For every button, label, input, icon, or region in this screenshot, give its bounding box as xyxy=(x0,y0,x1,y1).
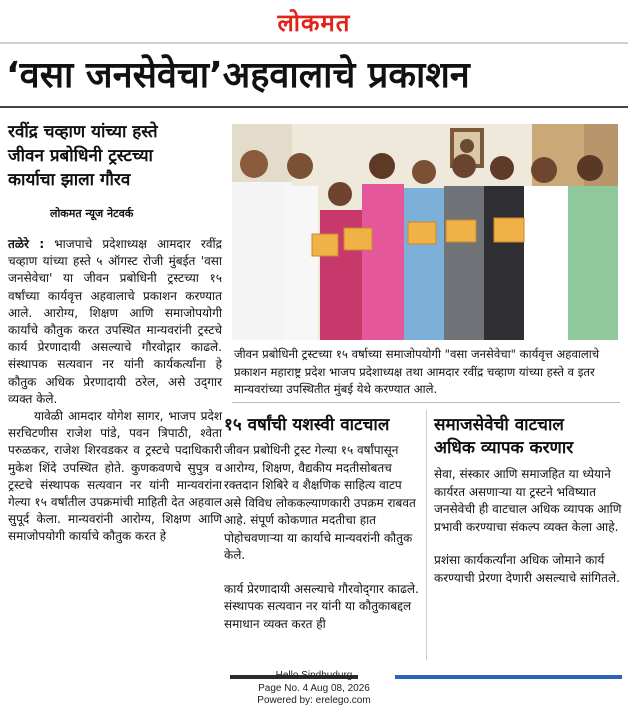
article-paragraph: जीवन प्रबोधिनी ट्रस्ट गेल्या १५ वर्षांपासून आरोग्य, शिक्षण, वैद्यकीय मदतीसोबतच रक्तदान शिबिरे व शैक्षणिक साहित्य वाटप असे विविध लोककल्याणकारी उपक्रम राबवत आहे. संपूर्ण कोकणात मदतीचा हात पोहोचवणाऱ्या या कार्याचे मान्यवरांनी कौतुक केले. xyxy=(224,443,416,562)
middle-column-body xyxy=(224,442,422,633)
byline: लोकमत न्यूज नेटवर्क xyxy=(50,207,134,220)
heading-line: अधिक व्यापक करणार xyxy=(434,438,574,458)
masthead-divider xyxy=(0,42,628,44)
heading-line: समाजसेवेची वाटचाल xyxy=(434,415,564,435)
lokmat-logo: लोकमत xyxy=(277,8,351,37)
subheadline-line: जीवन प्रबोधिनी ट्रस्टच्या xyxy=(8,146,153,166)
group-photo-illustration xyxy=(232,124,618,340)
subheadline-line: रवींद्र चव्हाण यांच्या हस्ते xyxy=(8,122,158,142)
column-divider xyxy=(426,410,427,660)
article-text: भाजपाचे प्रदेशाध्यक्ष आमदार रवींद्र चव्हाण यांच्या हस्ते ५ ऑगस्ट रोजी मुंबईत 'वसा जनसेवेचा' या जीवन प्रबोधिनी ट्रस्टच्या १५ वर्षांच्या कार्यवृत्त अहवालाचे प्रकाशन करण्यात आले. आरोग्य, शिक्षण आणि समाजोपयोगी कार्यांचे कौतुक करत उपस्थित मान्यवरांनी ट्रस्टचे कार्य प्रेरणादायी असल्याचे गौरवोद्गार काढले. संस्थापक सत्यवान नर यांनी कार्यकर्त्यांना हे कौतुक अधिक प्रेरणादायी ठरेल, असे उद्‌गार व्यक्त केले. xyxy=(8,237,222,406)
article-paragraph: सेवा, संस्कार आणि समाजहित या ध्येयाने कार्यरत असणाऱ्या या ट्रस्टने भविष्यात जनसेवेची ही वाटचाल अधिक व्यापक आणि प्रभावी करण्याचा संकल्प व्यक्त केला आहे. xyxy=(434,467,622,534)
masthead xyxy=(0,0,628,42)
bottom-bar xyxy=(230,664,622,668)
subheadline-line: कार्याचा झाला गौरव xyxy=(8,170,131,190)
headline: ‘वसा जनसेवेचा’अहवालाचे प्रकाशन xyxy=(6,55,470,96)
right-column-body xyxy=(434,466,622,587)
right-column-heading xyxy=(434,414,624,460)
subheadline xyxy=(8,120,220,192)
article-paragraph: कार्य प्रेरणादायी असल्याचे गौरवोद्‌गार काढले. संस्थापक सत्यवान नर यांनी या कौतुकाबद्दल समाधान व्यक्त करत ही xyxy=(224,581,419,631)
dateline: तळेरे : xyxy=(8,237,45,251)
caption-divider xyxy=(232,402,620,403)
page-footer xyxy=(0,670,628,708)
footer-powered-by: Powered by: erelego.com xyxy=(257,695,371,706)
headline-divider xyxy=(0,106,628,108)
article-paragraph: प्रशंसा कार्यकर्त्यांना अधिक जोमाने कार्य करण्याची प्रेरणा देणारी असल्याचे सांगितले. xyxy=(434,553,620,585)
photo-caption: जीवन प्रबोधिनी ट्रस्टच्या १५ वर्षाच्या समाजोपयोगी "वसा जनसेवेचा" कार्यवृत्त अहवालाचे प्रकाशन महाराष्ट्र प्रदेश भाजप प्रदेशाध्यक्ष तथा आमदार रवींद्र चव्हाण यांच्या हस्ते व इतर मान्यवरांच्या उपस्थितीत मुंबई येथे करण्यात आले. xyxy=(234,347,600,396)
footer-publication: Hello Sindhudurg xyxy=(275,670,353,681)
news-photo xyxy=(232,124,618,340)
article-paragraph: यावेळी आमदार योगेश सागर, भाजप प्रदेश सरचिटणीस राजेश पांडे, पवन त्रिपाठी, श्वेता परुळकर, राजेश शिरवडकर व ट्रस्टचे पदाधिकारी मुकेश शिंदे उपस्थित होते. कुणकवणचे सुपुत्र व ट्रस्टचे संस्थापक सत्यवान नर यांनी मान्यवरांना गेल्या १५ वर्षांतील उपक्रमांची माहिती देत अहवाल सुपूर्द केला. मान्यवरांनी आरोग्य, शिक्षण आणि समाजोपयोगी कार्याचे कौतुक करत हे xyxy=(8,409,222,544)
footer-page-date: Page No. 4 Aug 08, 2026 xyxy=(258,682,370,694)
article-left-column xyxy=(8,236,222,546)
middle-column-heading: १५ वर्षांची यशस्वी वाटचाल xyxy=(224,415,390,435)
article-paragraph xyxy=(8,236,222,408)
